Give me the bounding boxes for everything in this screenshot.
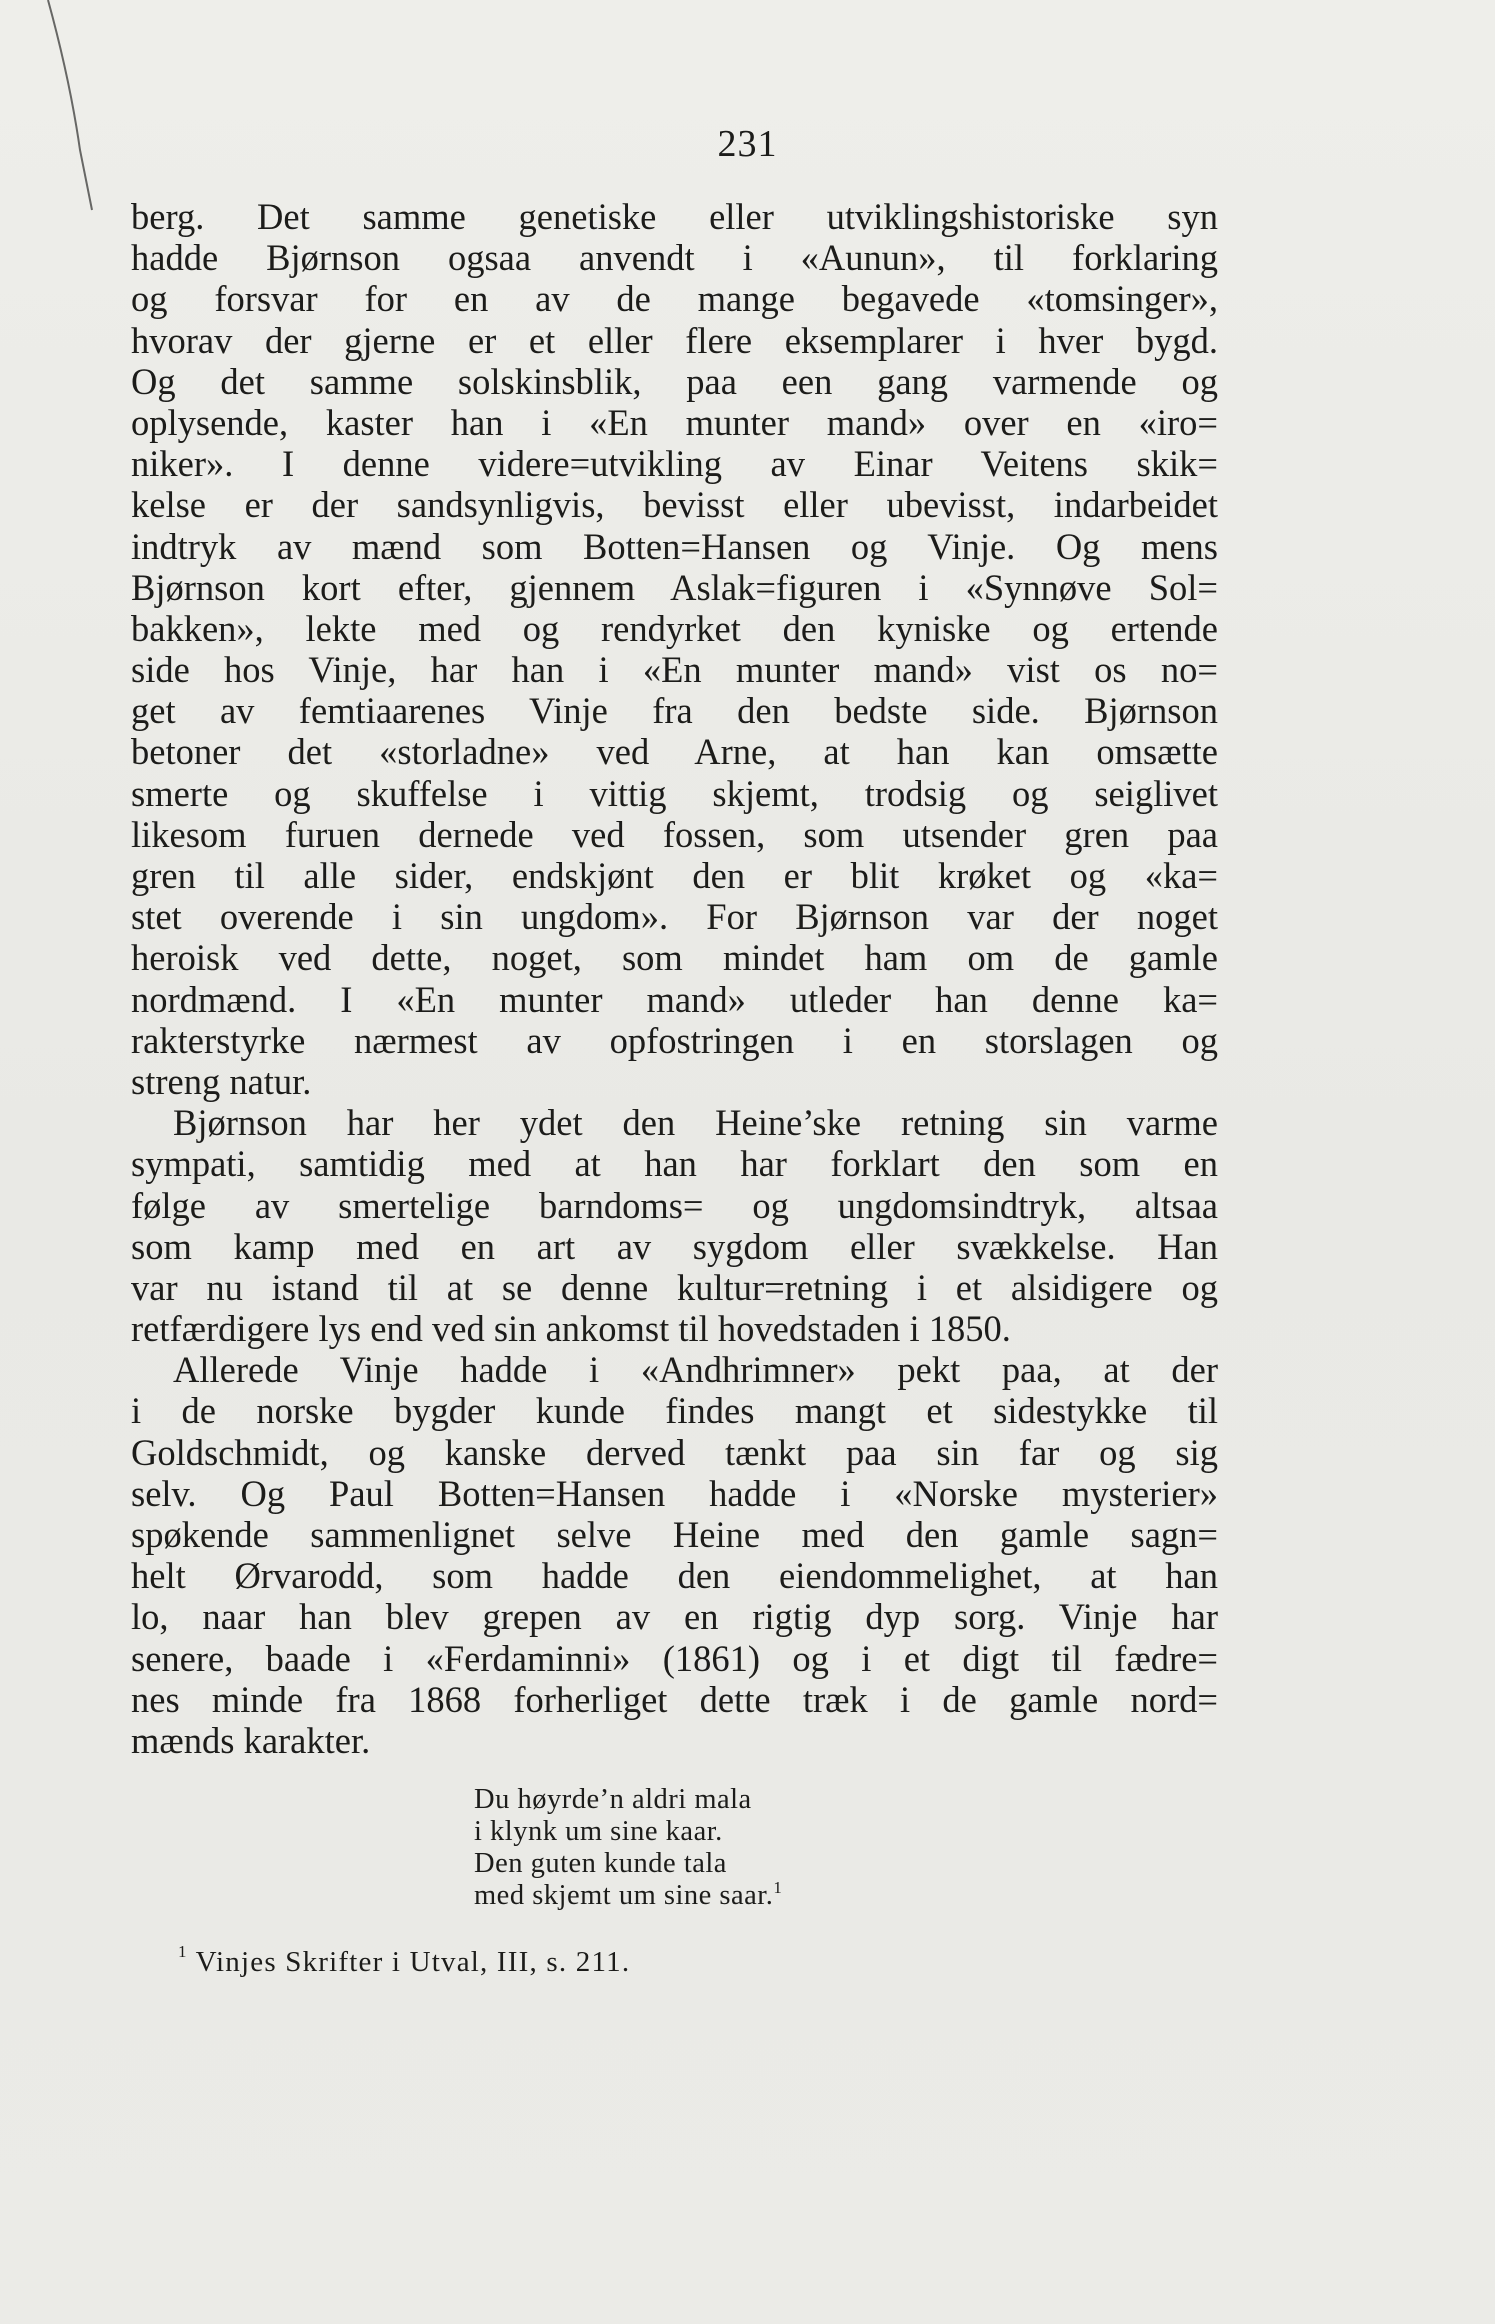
poem-quote bbox=[474, 1784, 1034, 1912]
text-line: likesom furuen dernede ved fossen, som utsender gren paa bbox=[131, 813, 1218, 855]
page-number: 231 bbox=[717, 123, 778, 165]
paragraph bbox=[131, 1349, 1218, 1761]
text-line: heroisk ved dette, noget, som mindet ham om de gamle bbox=[131, 937, 1218, 979]
poem-line bbox=[474, 1880, 1034, 1912]
text-line: som kamp med en art av sygdom eller svækkelse. Han bbox=[131, 1225, 1218, 1267]
text-line: kelse er der sandsynligvis, bevisst eller ubevisst, indarbeidet bbox=[131, 484, 1218, 526]
poem-footnote-marker: 1 bbox=[773, 1878, 783, 1897]
text-line: helt Ørvarodd, som hadde den eiendommelighet, at han bbox=[131, 1555, 1218, 1597]
text-line: senere, baade i «Ferdaminni» (1861) og i et digt til fædre= bbox=[131, 1637, 1218, 1679]
text-line: stet overende i sin ungdom». For Bjørnson var der noget bbox=[131, 896, 1218, 938]
text-line: side hos Vinje, har han i «En munter mand» vist os no= bbox=[131, 649, 1218, 691]
text-line: mænds karakter. bbox=[131, 1719, 371, 1761]
text-line: i de norske bygder kunde findes mangt et sidestykke til bbox=[131, 1390, 1218, 1432]
text-line: rakterstyrke nærmest av opfostringen i en storslagen og bbox=[131, 1019, 1218, 1061]
text-line: spøkende sammenlignet selve Heine med den gamle sagn= bbox=[131, 1514, 1218, 1555]
body-text bbox=[131, 196, 1218, 1761]
text-line: nordmænd. I «En munter mand» utleder han denne ka= bbox=[131, 978, 1218, 1020]
paragraph bbox=[131, 196, 1218, 1102]
poem-line-text: Den guten kunde tala bbox=[474, 1848, 727, 1879]
text-line: Bjørnson kort efter, gjennem Aslak=figuren i «Synnøve Sol= bbox=[131, 566, 1218, 608]
text-line: niker». I denne videre=utvikling av Einar Veitens skik= bbox=[131, 443, 1218, 485]
text-line: Og det samme solskinsblik, paa een gang varmende og bbox=[131, 360, 1218, 402]
poem-line bbox=[474, 1784, 1034, 1816]
text-line: lo, naar han blev grepen av en rigtig dyp sorg. Vinje har bbox=[131, 1596, 1218, 1638]
paragraph bbox=[131, 1102, 1218, 1349]
text-line: hadde Bjørnson ogsaa anvendt i «Aunun», til forklaring bbox=[131, 237, 1218, 279]
text-line: var nu istand til at se denne kultur=retning i et alsidigere og bbox=[131, 1266, 1218, 1308]
text-line: smerte og skuffelse i vittig skjemt, trodsig og seiglivet bbox=[131, 772, 1218, 814]
text-line: streng natur. bbox=[131, 1060, 312, 1102]
footnote bbox=[178, 1944, 630, 1980]
footnote-marker: 1 bbox=[178, 1942, 188, 1961]
poem-line-text: i klynk um sine kaar. bbox=[474, 1816, 723, 1847]
text-line: sympati, samtidig med at han har forklart den som en bbox=[131, 1143, 1218, 1185]
text-line: get av femtiaarenes Vinje fra den bedste side. Bjørnson bbox=[131, 690, 1218, 732]
text-line: oplysende, kaster han i «En munter mand» over en «iro= bbox=[131, 401, 1218, 443]
poem-line bbox=[474, 1848, 1034, 1880]
text-line: og forsvar for en av de mange begavede «tomsinger», bbox=[131, 278, 1218, 320]
text-line: selv. Og Paul Botten=Hansen hadde i «Norske mysterier» bbox=[131, 1472, 1218, 1514]
text-line: retfærdigere lys end ved sin ankomst til hovedstaden i 1850. bbox=[131, 1308, 1011, 1350]
poem-line bbox=[474, 1816, 1034, 1848]
text-line: Allerede Vinje hadde i «Andhrimner» pekt paa, at der bbox=[173, 1349, 1218, 1391]
text-line: betoner det «storladne» ved Arne, at han kan omsætte bbox=[131, 731, 1218, 773]
poem-line-text: Du høyrde’n aldri mala bbox=[474, 1784, 752, 1815]
text-line: nes minde fra 1868 forherliget dette træk i de gamle nord= bbox=[131, 1678, 1218, 1720]
poem-line-text: med skjemt um sine saar. bbox=[474, 1880, 774, 1911]
text-line: berg. Det samme genetiske eller utviklingshistoriske syn bbox=[131, 196, 1218, 237]
footnote-text: Vinjes Skrifter i Utval, III, s. 211. bbox=[195, 1946, 631, 1978]
text-line: gren til alle sider, endskjønt den er blit krøket og «ka= bbox=[131, 855, 1218, 896]
text-line: indtryk av mænd som Botten=Hansen og Vinje. Og mens bbox=[131, 525, 1218, 567]
text-line: Bjørnson har her ydet den Heine’ske retning sin varme bbox=[173, 1102, 1218, 1144]
text-line: følge av smertelige barndoms= og ungdomsindtryk, altsaa bbox=[131, 1184, 1218, 1226]
text-line: Goldschmidt, og kanske derved tænkt paa sin far og sig bbox=[131, 1431, 1218, 1473]
text-line: hvorav der gjerne er et eller flere eksemplarer i hver bygd. bbox=[131, 319, 1218, 361]
text-line: bakken», lekte med og rendyrket den kyniske og ertende bbox=[131, 607, 1218, 649]
